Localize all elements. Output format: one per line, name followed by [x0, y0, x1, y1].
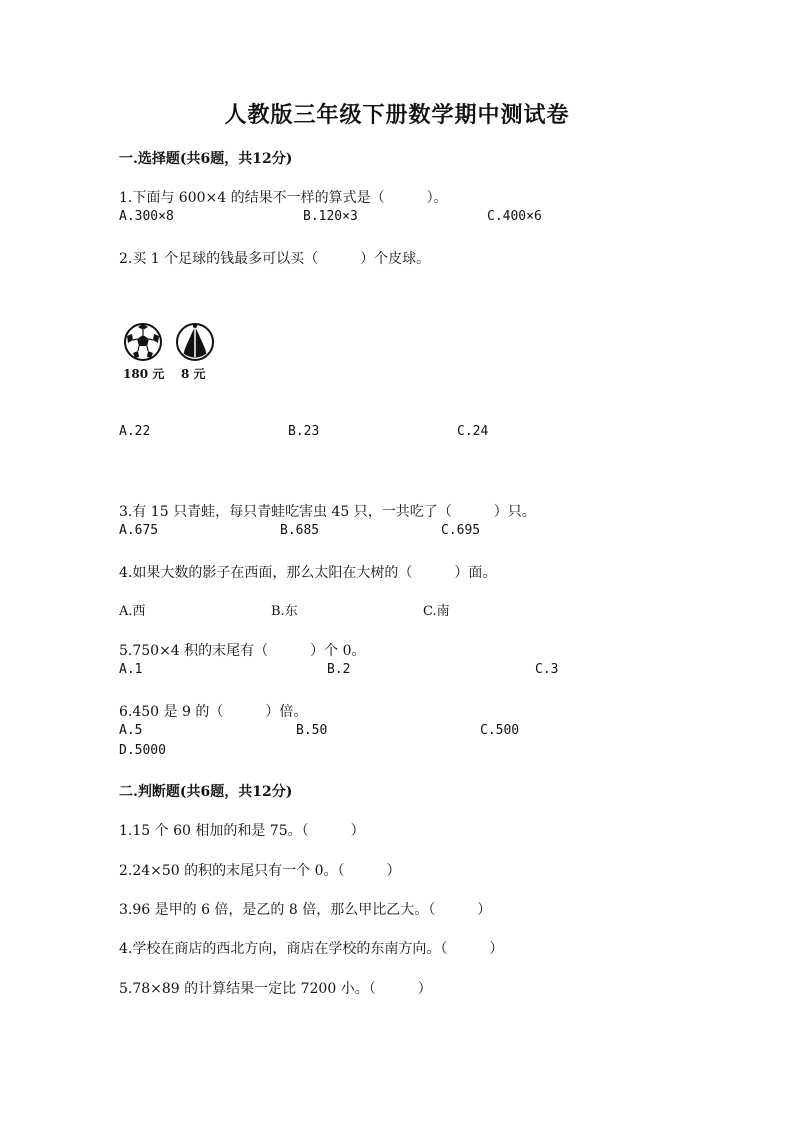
- question-text: 6.450 是 9 的（ ）倍。: [119, 704, 308, 720]
- question-text: 4.如果大数的影子在西面，那么太阳在大树的（ ）面。: [119, 565, 497, 581]
- ball-figure: [119, 322, 229, 384]
- option-a: A.1: [119, 662, 143, 677]
- judgement-question: 4.学校在商店的西北方向，商店在学校的东南方向。（ ）: [119, 941, 504, 957]
- option-c: C.400×6: [487, 209, 542, 224]
- option-b: B.东: [271, 604, 298, 619]
- section-heading-choice: 一.选择题(共6题，共12分): [119, 151, 293, 167]
- question-text: 5.750×4 积的末尾有（ ）个 0。: [119, 643, 366, 659]
- judgement-question: 3.96 是甲的 6 倍，是乙的 8 倍，那么甲比乙大。（ ）: [119, 902, 492, 918]
- option-c: C.南: [423, 604, 450, 619]
- soccer-ball-price: 180 元: [123, 367, 165, 381]
- option-b: B.23: [288, 424, 320, 439]
- option-b: B.2: [327, 662, 351, 677]
- option-c: C.3: [535, 662, 559, 677]
- question-text: 2.买 1 个足球的钱最多可以买（ ）个皮球。: [119, 251, 431, 267]
- judgement-question: 1.15 个 60 相加的和是 75。（ ）: [119, 823, 365, 839]
- judgement-question: 2.24×50 的积的末尾只有一个 0。（ ）: [119, 863, 401, 879]
- option-c: C.500: [480, 723, 520, 738]
- option-a: A.西: [119, 604, 146, 619]
- option-a: A.5: [119, 723, 143, 738]
- judgement-question: 5.78×89 的计算结果一定比 7200 小。（ ）: [119, 981, 432, 997]
- question-text: 3.有 15 只青蛙，每只青蛙吃害虫 45 只，一共吃了（ ）只。: [119, 504, 536, 520]
- option-b: B.685: [280, 523, 320, 538]
- section-heading-judgement: 二.判断题(共6题，共12分): [119, 784, 293, 800]
- option-c: C.695: [441, 523, 481, 538]
- option-a: A.675: [119, 523, 159, 538]
- option-b: B.50: [296, 723, 328, 738]
- option-d: D.5000: [119, 743, 166, 758]
- beach-ball-price: 8 元: [181, 367, 206, 381]
- beach-ball-icon: [175, 322, 215, 362]
- soccer-ball-icon: [123, 322, 163, 362]
- option-b: B.120×3: [303, 209, 358, 224]
- option-a: A.300×8: [119, 209, 174, 224]
- question-text: 1.下面与 600×4 的结果不一样的算式是（ ）。: [119, 190, 448, 206]
- option-a: A.22: [119, 424, 151, 439]
- option-c: C.24: [457, 424, 489, 439]
- page-title: 人教版三年级下册数学期中测试卷: [224, 102, 570, 128]
